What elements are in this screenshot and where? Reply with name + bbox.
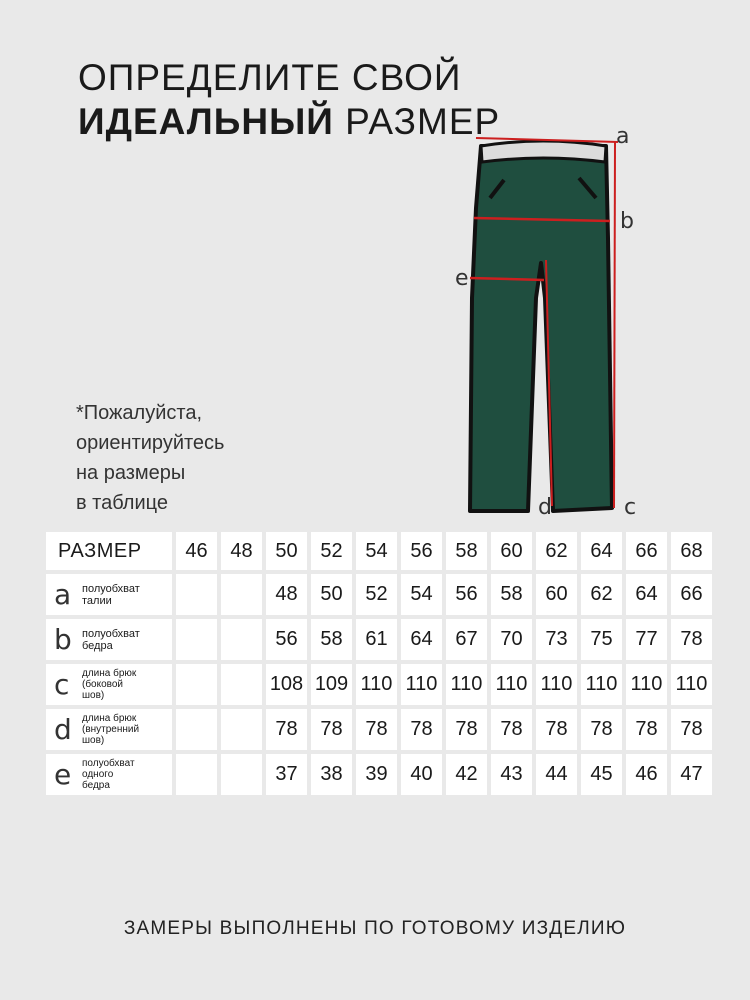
size-value-cell: 66 [671,574,712,615]
measure-label-a: a [616,124,630,149]
row-letter: a [54,577,72,611]
size-note: *Пожалуйста, ориентируйтесь на размеры в таблице [76,402,225,514]
size-value-cell: 110 [446,664,487,705]
size-value-cell: 37 [266,754,307,795]
size-value-cell: 64 [626,574,667,615]
size-header-row [46,532,712,570]
row-letter: b [54,622,72,656]
size-value-cell: 78 [311,709,352,750]
measure-label-d: d [538,495,552,520]
row-label [46,574,172,615]
size-header-cell: 58 [446,532,487,570]
size-value-cell: 42 [446,754,487,795]
size-value-cell [176,664,217,705]
size-value-cell: 38 [311,754,352,795]
row-label [46,619,172,660]
trousers-diagram [448,118,648,528]
size-value-cell: 110 [671,664,712,705]
size-header-cell: 68 [671,532,712,570]
size-value-cell: 64 [401,619,442,660]
size-value-cell [221,754,262,795]
size-value-cell: 67 [446,619,487,660]
size-value-cell: 56 [446,574,487,615]
size-value-cell: 110 [401,664,442,705]
size-value-cell [176,574,217,615]
size-value-cell: 40 [401,754,442,795]
size-value-cell [221,664,262,705]
size-header-cell: 52 [311,532,352,570]
size-value-cell: 78 [266,709,307,750]
row-letter: d [54,712,72,746]
size-value-cell: 110 [491,664,532,705]
size-value-cell: 45 [581,754,622,795]
title-line-1: ОПРЕДЕЛИТЕ СВОЙ [78,57,462,98]
size-value-cell: 109 [311,664,352,705]
row-label [46,709,172,750]
row-description: полуобхват бедра [82,627,140,652]
size-header-cell: 62 [536,532,577,570]
row-label [46,664,172,705]
measure-line-c [614,142,615,508]
size-row-e [46,754,712,795]
size-value-cell: 78 [446,709,487,750]
title-rest: РАЗМЕР [333,101,501,142]
size-value-cell: 58 [491,574,532,615]
size-value-cell [221,574,262,615]
size-value-cell: 110 [581,664,622,705]
size-value-cell: 48 [266,574,307,615]
row-label [46,754,172,795]
size-value-cell: 46 [626,754,667,795]
page-title [78,56,500,144]
size-value-cell [221,709,262,750]
size-value-cell: 108 [266,664,307,705]
row-description: полуобхват одного бедра [82,758,135,791]
size-value-cell [176,754,217,795]
size-header-cell: 50 [266,532,307,570]
size-header-cell: 56 [401,532,442,570]
size-row-c [46,664,712,705]
size-header-cell: 66 [626,532,667,570]
size-value-cell: 73 [536,619,577,660]
size-value-cell: 58 [311,619,352,660]
waistband-shape [481,141,606,162]
size-header-label: РАЗМЕР [46,532,172,570]
size-value-cell: 78 [536,709,577,750]
row-description: длина брюк (боковой шов) [82,668,137,701]
row-letter: c [54,667,70,701]
size-value-cell: 52 [356,574,397,615]
size-value-cell: 61 [356,619,397,660]
size-header-cell: 60 [491,532,532,570]
size-value-cell: 43 [491,754,532,795]
size-value-cell: 47 [671,754,712,795]
size-value-cell: 62 [581,574,622,615]
size-table [42,528,716,799]
size-value-cell [176,709,217,750]
size-value-cell: 78 [581,709,622,750]
size-value-cell: 110 [626,664,667,705]
size-value-cell: 78 [356,709,397,750]
measure-label-e: e [455,266,469,291]
size-value-cell: 78 [626,709,667,750]
size-value-cell: 54 [401,574,442,615]
measure-label-b: b [620,209,634,234]
size-value-cell: 75 [581,619,622,660]
footer-note: ЗАМЕРЫ ВЫПОЛНЕНЫ ПО ГОТОВОМУ ИЗДЕЛИЮ [123,918,627,939]
size-value-cell: 78 [491,709,532,750]
size-value-cell [176,619,217,660]
trousers-body-shape [470,146,612,511]
size-value-cell: 50 [311,574,352,615]
size-header-cell: 54 [356,532,397,570]
size-value-cell: 39 [356,754,397,795]
size-value-cell: 60 [536,574,577,615]
size-header-cell: 46 [176,532,217,570]
size-header-cell: 48 [221,532,262,570]
measure-label-c: c [624,495,637,520]
title-line-2 [78,100,500,144]
size-value-cell: 77 [626,619,667,660]
size-value-cell: 110 [356,664,397,705]
size-value-cell: 44 [536,754,577,795]
size-row-b [46,619,712,660]
size-row-d [46,709,712,750]
size-value-cell: 78 [671,619,712,660]
size-value-cell: 56 [266,619,307,660]
title-bold: ИДЕАЛЬНЫЙ [78,101,334,142]
size-value-cell: 110 [536,664,577,705]
row-letter: e [54,757,72,791]
size-value-cell: 70 [491,619,532,660]
size-value-cell [221,619,262,660]
size-value-cell: 78 [401,709,442,750]
size-value-cell: 78 [671,709,712,750]
size-row-a [46,574,712,615]
size-header-cell: 64 [581,532,622,570]
row-description: длина брюк (внутренний шов) [82,713,140,746]
row-description: полуобхват талии [82,582,140,607]
